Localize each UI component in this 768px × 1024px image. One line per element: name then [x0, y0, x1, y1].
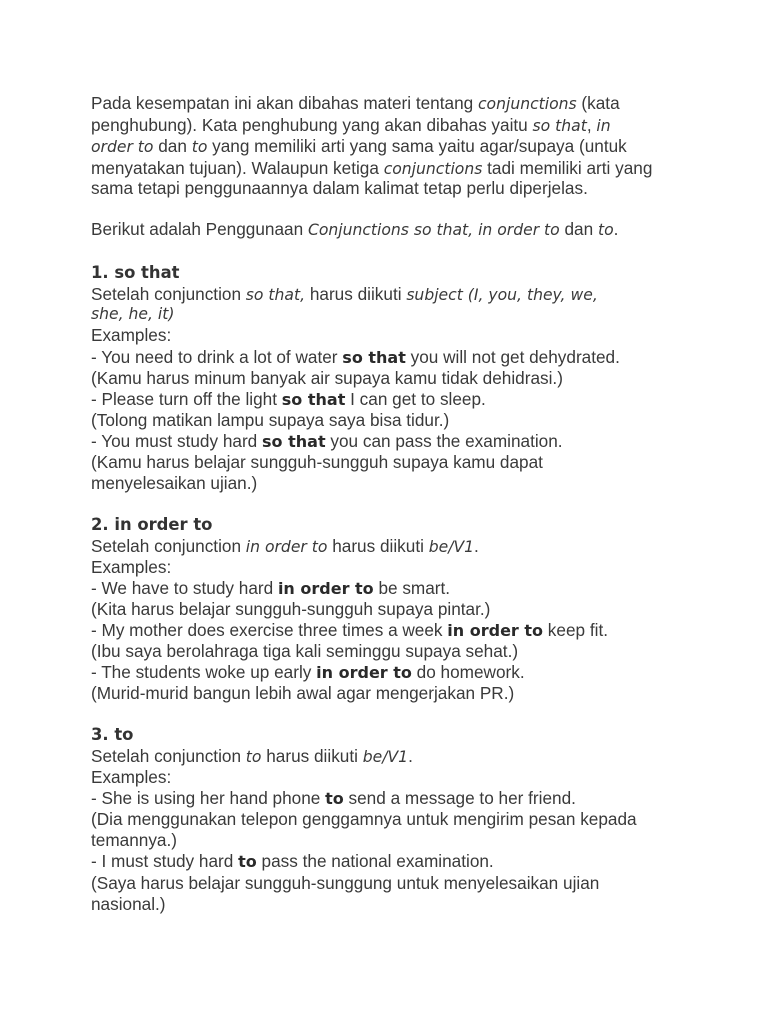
text: .: [474, 535, 479, 556]
keyword: so that: [342, 347, 406, 367]
example-sentence: [91, 851, 494, 872]
text: be smart.: [373, 577, 451, 598]
example-sentence: [91, 620, 608, 641]
italic-term: be/V1: [428, 537, 475, 556]
italic-term: conjunctions: [477, 95, 577, 113]
examples-label: Examples:: [91, 557, 172, 577]
example-translation-cont: temannya.): [91, 830, 177, 850]
text: penghubung). Kata penghubung yang akan dibahas yaitu: [91, 114, 533, 135]
italic-term: to: [597, 221, 614, 239]
text: send a message to her friend.: [343, 787, 576, 808]
text: .: [408, 745, 413, 766]
text: dan: [559, 219, 598, 239]
italic-term: so that,: [245, 286, 306, 304]
example-translation: (Ibu saya berolahraga tiga kali seminggu supaya sehat.): [91, 641, 519, 661]
text: dan: [153, 136, 192, 156]
italic-term: so that: [532, 116, 587, 135]
text: harus diikuti: [261, 745, 363, 766]
section-heading-to: 3. to: [91, 725, 134, 744]
text: menyatakan tujuan). Walaupun ketiga: [91, 157, 384, 178]
rule-line-2: she, he, it): [91, 305, 175, 323]
keyword: so that: [262, 431, 326, 451]
example-translation: (Tolong matikan lampu supaya saya bisa tidur.): [91, 409, 450, 430]
example-sentence: [91, 347, 620, 368]
keyword: to: [325, 788, 344, 808]
example-translation-cont: nasional.): [91, 893, 166, 914]
examples-label: Examples:: [91, 325, 172, 345]
intro-line-5: sama tetapi penggunaannya dalam kalimat tetap perlu diperjelas.: [91, 178, 588, 198]
text: ,: [586, 114, 597, 135]
example-sentence: [91, 662, 525, 683]
text: Berikut adalah Penggunaan: [91, 219, 308, 239]
text: .: [613, 219, 619, 239]
italic-term: in: [596, 116, 611, 135]
text: pass the national examination.: [256, 851, 494, 871]
text: Setelah conjunction: [91, 535, 246, 556]
italic-term: conjunctions: [383, 159, 483, 178]
keyword: in order to: [277, 578, 374, 598]
example-translation: (Kita harus belajar sungguh-sungguh supaya pintar.): [91, 598, 491, 619]
example-translation: (Kamu harus minum banyak air supaya kamu tidak dehidrasi.): [91, 368, 563, 388]
text: yang memiliki arti yang sama yaitu agar/supaya (untuk: [207, 136, 627, 156]
example-sentence: [91, 578, 450, 599]
italic-term: to: [191, 138, 208, 156]
text: - You need to drink a lot of water: [91, 346, 343, 367]
text: Setelah conjunction: [91, 284, 246, 304]
text: Pada kesempatan ini akan dibahas materi tentang: [91, 93, 478, 113]
keyword: in order to: [447, 621, 544, 640]
rule-line-1: [91, 284, 598, 305]
italic-term: order to: [91, 138, 154, 156]
example-sentence: [91, 788, 576, 809]
text: - The students woke up early: [91, 661, 317, 682]
text: - She is using her hand phone: [91, 787, 326, 808]
section-heading-in-order-to: 2. in order to: [91, 515, 213, 534]
keyword: in order to: [316, 662, 412, 682]
intro-line-4: [91, 158, 652, 179]
text: harus diikuti: [305, 284, 407, 304]
italic-term: in order to: [245, 537, 328, 556]
italic-term: subject (I, you, they, we,: [406, 286, 598, 304]
text: - My mother does exercise three times a week: [91, 620, 448, 640]
rule-line-1: [91, 746, 413, 767]
text: tadi memiliki arti yang: [482, 157, 653, 178]
example-translation: (Murid-murid bangun lebih awal agar mengerjakan PR.): [91, 683, 515, 703]
text: you will not get dehydrated.: [405, 346, 620, 367]
italic-term: to: [245, 747, 262, 766]
text: - Please turn off the light: [91, 388, 282, 409]
intro-line-3: [91, 136, 627, 157]
example-translation: (Dia menggunakan telepon genggamnya untuk mengirim pesan kepada: [91, 809, 637, 829]
examples-label: Examples:: [91, 766, 172, 787]
keyword: so that: [281, 389, 346, 409]
text: Setelah conjunction: [91, 745, 246, 766]
text: - I must study hard: [91, 851, 239, 871]
text: you can pass the examination.: [325, 430, 563, 451]
example-translation: (Kamu harus belajar sungguh-sungguh supaya kamu dapat: [91, 452, 543, 472]
text: harus diikuti: [327, 535, 429, 556]
example-sentence: [91, 431, 563, 452]
rule-line-1: [91, 536, 479, 557]
keyword: to: [238, 852, 257, 871]
text: keep fit.: [543, 620, 608, 640]
text: do homework.: [411, 661, 525, 682]
text: - You must study hard: [91, 430, 263, 451]
intro-line-1: [91, 93, 620, 114]
example-sentence: [91, 389, 486, 410]
italic-term: Conjunctions so that, in order to: [307, 221, 560, 239]
section-heading-so-that: 1. so that: [91, 263, 180, 282]
example-translation: (Saya harus belajar sungguh-sunggung untuk menyelesaikan ujian: [91, 872, 600, 893]
text: - We have to study hard: [91, 577, 278, 598]
example-translation-cont: menyelesaikan ujian.): [91, 473, 258, 493]
italic-term: be/V1: [362, 747, 409, 766]
intro-line-6: [91, 219, 618, 240]
intro-line-2: [91, 115, 611, 136]
text: (kata: [576, 93, 620, 113]
text: I can get to sleep.: [345, 388, 486, 409]
